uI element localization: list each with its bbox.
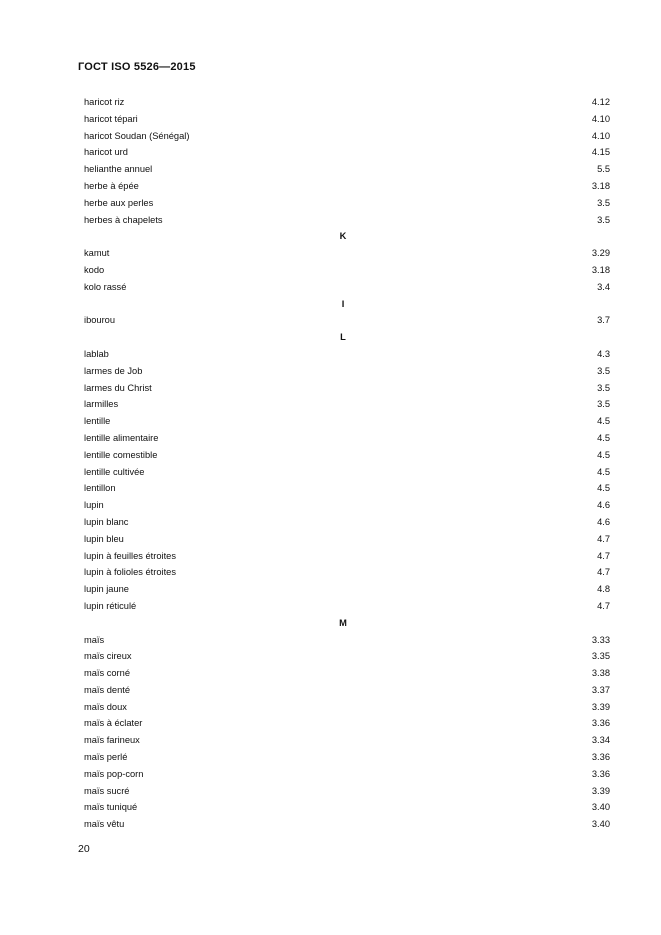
entry-reference: 4.7 bbox=[597, 550, 610, 561]
entry-reference: 3.5 bbox=[597, 197, 610, 208]
index-entry bbox=[84, 430, 610, 447]
entry-reference: 4.10 bbox=[591, 130, 610, 141]
entry-term: maïs à éclater bbox=[84, 718, 143, 729]
index-entry bbox=[84, 766, 610, 783]
index-entry bbox=[84, 783, 610, 800]
index-entry bbox=[84, 799, 610, 816]
entry-reference: 4.5 bbox=[597, 432, 610, 443]
entry-reference: 3.40 bbox=[591, 819, 610, 830]
entry-term: lupin bleu bbox=[84, 533, 124, 544]
entry-reference: 4.6 bbox=[597, 500, 610, 511]
letter-heading bbox=[84, 228, 610, 245]
entry-reference: 3.39 bbox=[591, 701, 610, 712]
entry-reference: 3.29 bbox=[591, 248, 610, 259]
index-entry bbox=[84, 161, 610, 178]
entry-term: haricot tépari bbox=[84, 113, 138, 124]
entry-term: lupin jaune bbox=[84, 584, 129, 595]
entry-reference: 4.7 bbox=[597, 567, 610, 578]
index-entry bbox=[84, 665, 610, 682]
entry-term: kolo rassé bbox=[84, 281, 127, 292]
entry-term: lentille bbox=[84, 416, 111, 427]
index-entry bbox=[84, 346, 610, 363]
entry-reference: 4.5 bbox=[597, 449, 610, 460]
entry-reference: 4.5 bbox=[597, 416, 610, 427]
entry-term: haricot urd bbox=[84, 147, 128, 158]
entry-term: haricot riz bbox=[84, 97, 125, 107]
entry-term: maïs bbox=[84, 634, 105, 645]
entry-reference: 4.10 bbox=[591, 113, 610, 124]
entry-term: larmes du Christ bbox=[84, 382, 152, 393]
index-entry bbox=[84, 598, 610, 615]
index-entry bbox=[84, 480, 610, 497]
index-entry bbox=[84, 531, 610, 548]
index-entry bbox=[84, 749, 610, 766]
entry-reference: 3.36 bbox=[591, 768, 610, 779]
entry-term: larmes de Job bbox=[84, 365, 143, 376]
entry-term: maïs cireux bbox=[84, 651, 132, 662]
entry-term: lupin réticulé bbox=[84, 600, 137, 611]
index-list bbox=[84, 94, 610, 833]
entry-reference: 3.5 bbox=[597, 365, 610, 376]
entry-term: maïs tuniqué bbox=[84, 802, 138, 813]
index-entry bbox=[84, 648, 610, 665]
entry-reference: 4.3 bbox=[597, 348, 610, 359]
index-entry bbox=[84, 245, 610, 262]
entry-reference: 3.18 bbox=[591, 180, 610, 191]
index-entry bbox=[84, 699, 610, 716]
entry-reference: 4.7 bbox=[597, 533, 610, 544]
index-entry bbox=[84, 413, 610, 430]
entry-term: lupin à feuilles étroites bbox=[84, 550, 176, 561]
entry-term: maïs vêtu bbox=[84, 819, 125, 830]
entry-term: maïs corné bbox=[84, 668, 130, 679]
page-number: 20 bbox=[78, 843, 90, 855]
index-entry bbox=[84, 111, 610, 128]
entry-reference: 3.36 bbox=[591, 752, 610, 763]
entry-reference: 3.35 bbox=[591, 651, 610, 662]
entry-term: herbe à épée bbox=[84, 180, 139, 191]
index-entry bbox=[84, 581, 610, 598]
index-entry bbox=[84, 262, 610, 279]
index-entry bbox=[84, 548, 610, 565]
letter-heading-text: L bbox=[340, 332, 346, 343]
entry-term: lentille cultivée bbox=[84, 466, 145, 477]
entry-term: lentille alimentaire bbox=[84, 432, 159, 443]
entry-reference: 4.6 bbox=[597, 516, 610, 527]
entry-term: haricot Soudan (Sénégal) bbox=[84, 130, 190, 141]
entry-term: maïs denté bbox=[84, 684, 130, 695]
entry-reference: 3.36 bbox=[591, 718, 610, 729]
index-entry bbox=[84, 380, 610, 397]
entry-reference: 3.37 bbox=[591, 684, 610, 695]
entry-term: lupin blanc bbox=[84, 516, 129, 527]
entry-term: maïs farineux bbox=[84, 735, 140, 746]
index-entry bbox=[84, 94, 610, 111]
entry-reference: 3.5 bbox=[597, 382, 610, 393]
index-entry bbox=[84, 682, 610, 699]
entry-reference: 3.5 bbox=[597, 399, 610, 410]
entry-term: maïs sucré bbox=[84, 785, 130, 796]
entry-reference: 3.5 bbox=[597, 214, 610, 225]
entry-reference: 3.18 bbox=[591, 264, 610, 275]
entry-reference: 3.39 bbox=[591, 785, 610, 796]
entry-reference: 4.8 bbox=[597, 584, 610, 595]
letter-heading-text: M bbox=[339, 617, 347, 628]
entry-reference: 4.12 bbox=[591, 97, 610, 107]
index-entry bbox=[84, 732, 610, 749]
index-entry bbox=[84, 464, 610, 481]
letter-heading bbox=[84, 615, 610, 632]
entry-reference: 4.7 bbox=[597, 600, 610, 611]
entry-reference: 4.15 bbox=[591, 147, 610, 158]
entry-term: lupin bbox=[84, 500, 104, 511]
entry-term: lablab bbox=[84, 348, 109, 359]
index-entry bbox=[84, 363, 610, 380]
entry-term: herbe aux perles bbox=[84, 197, 154, 208]
entry-term: maïs pop-corn bbox=[84, 768, 144, 779]
entry-reference: 3.7 bbox=[597, 315, 610, 326]
entry-term: lupin à folioles étroites bbox=[84, 567, 176, 578]
index-entry bbox=[84, 715, 610, 732]
entry-reference: 3.4 bbox=[597, 281, 610, 292]
entry-reference: 5.5 bbox=[597, 164, 610, 175]
entry-term: ibourou bbox=[84, 315, 116, 326]
index-entry bbox=[84, 514, 610, 531]
index-entry bbox=[84, 312, 610, 329]
index-entry bbox=[84, 632, 610, 649]
letter-heading-text: K bbox=[339, 231, 347, 242]
index-entry bbox=[84, 195, 610, 212]
entry-reference: 3.34 bbox=[591, 735, 610, 746]
entry-term: lentille comestible bbox=[84, 449, 158, 460]
letter-heading-text: I bbox=[341, 298, 345, 309]
entry-reference: 3.40 bbox=[591, 802, 610, 813]
entry-term: herbes à chapelets bbox=[84, 214, 163, 225]
entry-term: maïs perlé bbox=[84, 752, 128, 763]
index-entry bbox=[84, 128, 610, 145]
letter-heading bbox=[84, 329, 610, 346]
index-entry bbox=[84, 178, 610, 195]
index-entry bbox=[84, 144, 610, 161]
entry-term: helianthe annuel bbox=[84, 164, 153, 175]
entry-reference: 3.33 bbox=[591, 634, 610, 645]
entry-term: maïs doux bbox=[84, 701, 127, 712]
entry-reference: 4.5 bbox=[597, 466, 610, 477]
entry-term: kodo bbox=[84, 264, 105, 275]
index-entry bbox=[84, 279, 610, 296]
index-entry bbox=[84, 447, 610, 464]
letter-heading bbox=[84, 296, 610, 313]
entry-term: lentillon bbox=[84, 483, 116, 494]
entry-reference: 3.38 bbox=[591, 668, 610, 679]
document-header: ГОСТ ISO 5526—2015 bbox=[78, 61, 196, 73]
index-entry bbox=[84, 212, 610, 229]
index-entry bbox=[84, 497, 610, 514]
entry-reference: 4.5 bbox=[597, 483, 610, 494]
index-entry bbox=[84, 816, 610, 833]
index-entry bbox=[84, 564, 610, 581]
index-entry bbox=[84, 396, 610, 413]
entry-term: kamut bbox=[84, 248, 110, 259]
entry-term: larmilles bbox=[84, 399, 119, 410]
